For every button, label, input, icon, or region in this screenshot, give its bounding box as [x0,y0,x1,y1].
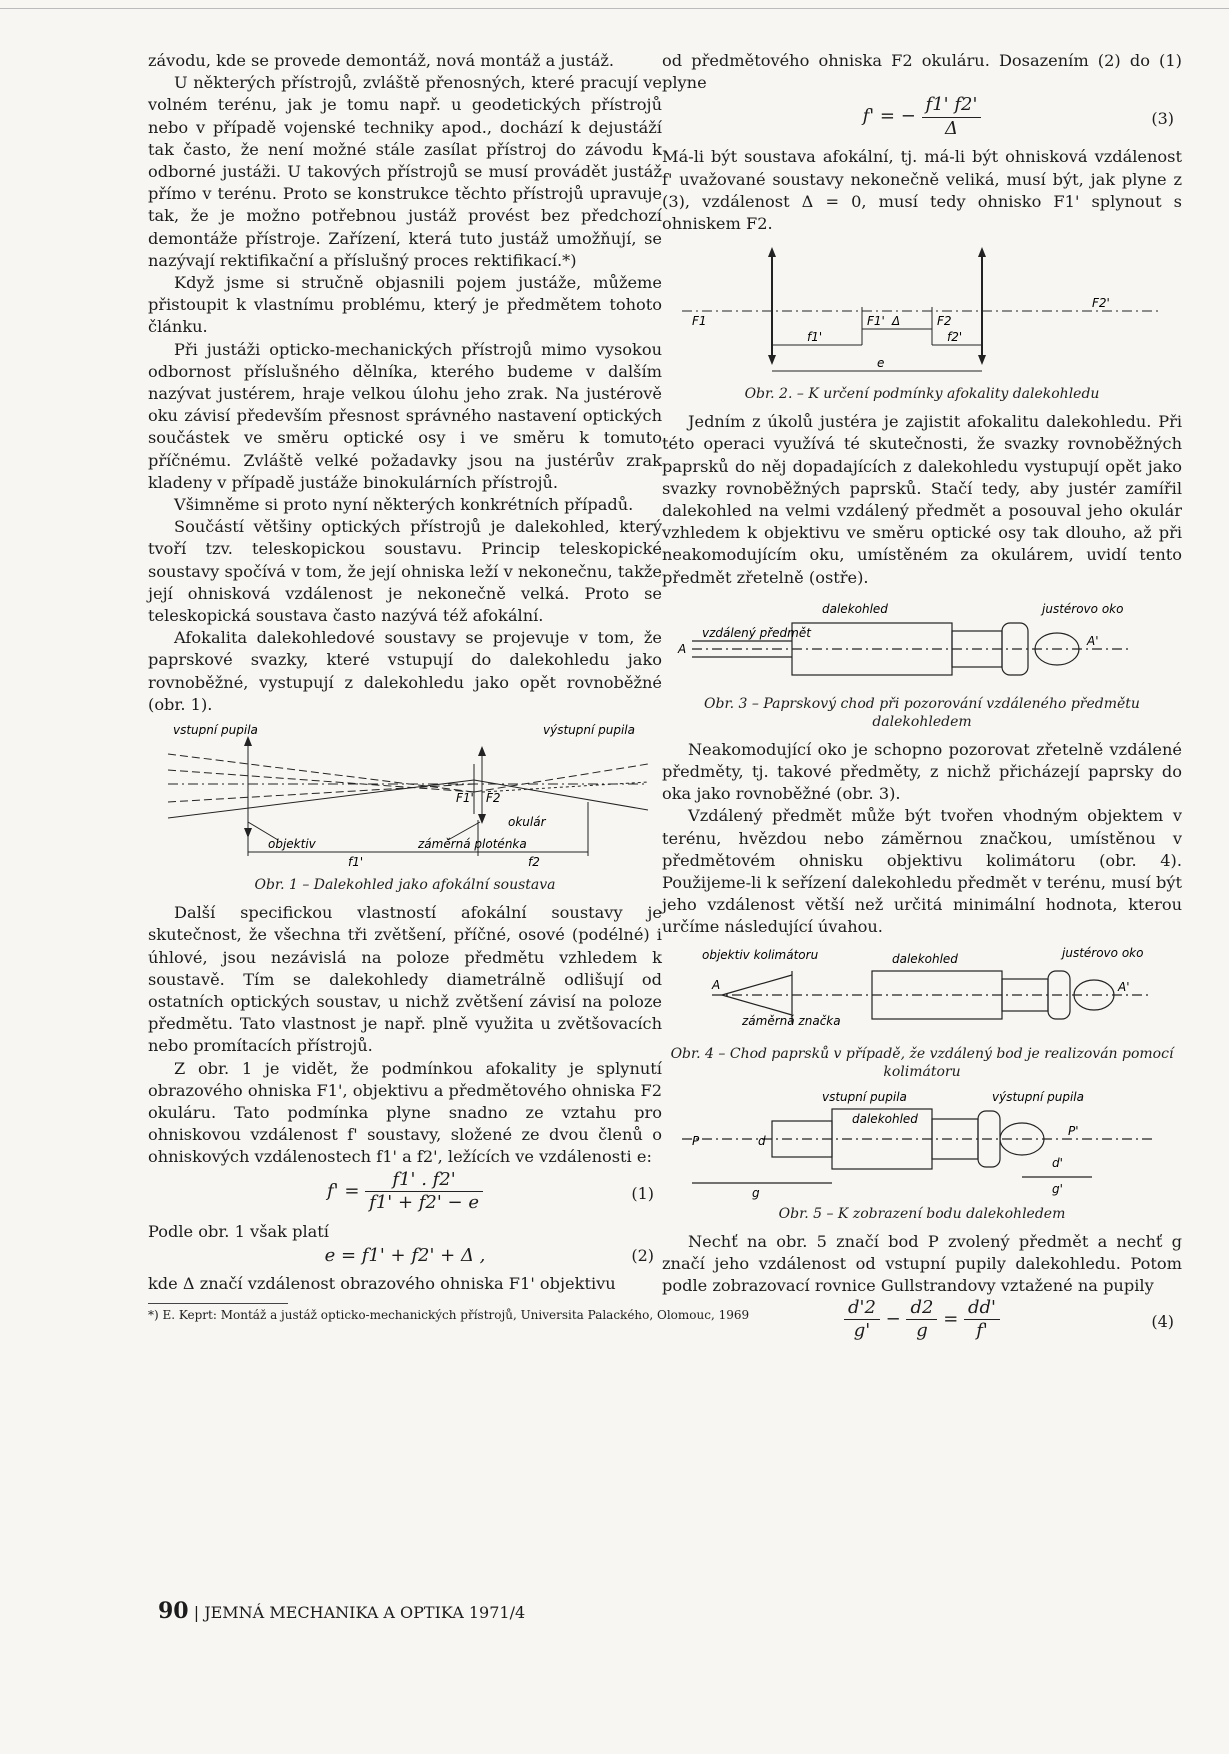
fig1-label-reticle: záměrná ploténka [418,837,527,852]
fig4-label-telescope: dalekohled [892,951,958,966]
paragraph: Při justáži opticko-mechanických přístrojů mimo vysokou odbornost příslušného dělníka, kterého budeme v dalším nazývat justérem, hraje velkou úlohu jeho zrak. Na justérově oku závisí především přesnost správného nastavení optických součástek ve směru optické osy i ve směru k tomuto příčnému. Zvláště velké požadavky jsou na justérův zrak kladeny v případě justáže binokulárních přístrojů. [148,339,662,492]
top-rule [0,8,1229,9]
page-footer [158,1598,525,1624]
right-column [662,50,1182,1349]
eq1-fraction [365,1169,483,1214]
equation-4 [662,1297,1182,1349]
journal-name: JEMNÁ MECHANIKA A OPTIKA 1971/4 [204,1603,526,1622]
fig2-label-f2p: f2' [947,330,963,345]
paragraph: Když jsme si stručně objasnili pojem justáže, můžeme přistoupit k vlastnímu problému, který je předmětem tohoto článku. [148,273,662,337]
figure-4 [662,945,1182,1081]
fig3-label-Ap: A' [1087,633,1099,648]
fig1-label-F2: F2 [486,791,501,806]
fig5-label-d: d [758,1133,766,1148]
paragraph: Jedním z úkolů justéra je zajistit afokalitu dalekohledu. Při této operaci využívá té skutečnosti, že svazky rovnoběžných paprsků do něj dopadajících z dalekohledu vystupují opět jako svazky rovnoběžných paprsků. Stačí tedy, aby justér zamířil dalekohled na velmi vzdálený předmět a posouval jeho okulár vzhledem k objektivu ve směru optické osy tak dlouho, až při neakomodujícím oku, umístěném za okulárem, uvidí tento předmět zřetelně (ostře). [662,412,1182,587]
eq4-term1 [844,1297,880,1342]
eq3-denominator: Δ [944,117,958,139]
figure-3-caption: Obr. 3 – Paprskový chod při pozorování vzdáleného předmětu dalekohledem [704,695,1140,730]
fig5-label-entrance-pupil: vstupní pupila [822,1089,907,1104]
figure-1-caption: Obr. 1 – Dalekohled jako afokální soustava [254,877,556,894]
figure-4-caption: Obr. 4 – Chod paprsků v případě, že vzdálený bod je realizován pomocí kolimátoru [670,1045,1174,1080]
figure-1-diagram [148,722,662,872]
equation-1 [148,1169,662,1221]
fig4-label-eye: justérovo oko [1062,945,1144,960]
eq4-t1-den: g' [853,1320,871,1342]
eq3-numerator: f1' f2' [922,94,982,117]
figure-3-diagram [662,595,1182,691]
paragraph: závodu, kde se provede demontáž, nová montáž a justáž. [148,51,615,70]
fig2-label-F2: F2 [937,314,952,329]
paragraph: od předmětového ohniska F2 okuláru. Dosazením (2) do (1) plyne [662,51,1182,93]
figure-5 [662,1089,1182,1223]
figure-3 [662,595,1182,731]
fig2-label-f1p: f1' [807,330,823,345]
paragraph: Součástí většiny optických přístrojů je dalekohled, který tvoří tzv. teleskopickou soustavu. Princip teleskopické soustavy spočívá v tom, že její ohniska leží v nekonečnu, takže její ohnisková vzdálenost je nekonečně velká. Proto se teleskopická soustava často nazývá též afokální. [148,517,662,626]
equation-3 [662,94,1182,146]
fig5-label-g: g [752,1185,760,1200]
paragraph: Další specifickou vlastností afokální soustavy je skutečnost, že všechna tři zvětšení, příčné, osové (podélné) i úhlové, jsou nezávislá na poloze předmětu vzhledem k soustavě. Tím se dalekohledy diametrálně odlišují od ostatních optických soustav, u nichž zvětšení závisí na poloze předmětu. Tato vlastnost je např. plně využita u zvětšovacích nebo promítacích přístrojů. [148,903,662,1056]
fig2-label-F2p: F2' [1092,296,1110,311]
fig1-label-eyepiece: okulár [508,815,546,830]
eq4-t1-num: d'2 [844,1297,880,1320]
eq1-numerator: f1' . f2' [365,1169,483,1192]
figure-4-diagram [662,945,1182,1041]
equation-2 [148,1243,662,1273]
eq1-number: (1) [631,1183,654,1203]
figure-2-diagram [662,241,1182,381]
eq3-fraction [922,94,982,139]
figure-5-diagram [662,1089,1182,1201]
paragraph: Má-li být soustava afokální, tj. má-li být ohnisková vzdálenost f' uvažované soustavy nekonečně veliká, musí být, jak plyne z (3), vzdálenost Δ = 0, musí tedy ohnisko F1' splynout s ohniskem F2. [662,147,1182,234]
figure-5-caption: Obr. 5 – K zobrazení bodu dalekohledem [778,1205,1066,1222]
eq4-number: (4) [1151,1312,1174,1332]
footnote: *) E. Keprt: Montáž a justáž opticko-mechanických přístrojů, Universita Palackého, Olomouc, 1969 [148,1303,288,1323]
fig2-label-F1p: F1' [867,314,885,329]
fig5-label-exit-pupil: výstupní pupila [992,1089,1084,1104]
fig3-label-far-object: vzdálený předmět [702,625,811,640]
paragraph: Všimněme si proto nyní některých konkrétních případů. [174,495,634,515]
eq4-term2 [906,1297,937,1342]
eq3-number: (3) [1151,109,1174,129]
paragraph: Afokalita dalekohledové soustavy se projevuje v tom, že paprskové svazky, které vstupují do dalekohledu jako rovnoběžné, vystupují z dalekohledu jako opět rovnoběžné (obr. 1). [148,628,662,714]
paragraph: Z obr. 1 je vidět, že podmínkou afokality je splynutí obrazového ohniska F1', objektivu a předmětového ohniska F2 okuláru. Tato podmínka plyne snadno ze vztahu pro ohniskovou vzdálenost f' soustavy, složené ze dvou členů o ohniskových vzdálenostech f1' a f2', ležících ve vzdálenosti e: [148,1058,662,1167]
eq4-term3 [964,1297,1000,1342]
eq4-t3-num: dd' [964,1297,1000,1320]
eq1-denominator: f1' + f2' − e [369,1191,479,1213]
paragraph: Podle obr. 1 však platí [148,1221,329,1241]
paragraph: U některých přístrojů, zvláště přenosných, které pracují ve volném terénu, jak je tomu např. u geodetických přístrojů nebo v případě vojenské techniky apod., dochází k dejustáží tak často, že není možné stále zasílat přístroj do závodu k odborné justáži. U takových přístrojů se musí provádět justáž přímo v terénu. Proto se konstrukce těchto přístrojů upravuje tak, že je možno potřebnou justáž provést bez předchozí demontáže přístroje. Zařízení, která tuto justáž umožňují, se nazývají rektifikační a příslušný proces rektifikací.*) [148,73,662,270]
fig5-label-P: P [692,1133,700,1148]
eq4-t2-den: g [916,1320,928,1342]
eq4-equals: = [943,1308,964,1330]
fig1-label-exit-pupil: výstupní pupila [543,723,635,738]
eq4-t2-num: d2 [906,1297,937,1320]
fig1-label-f1p: f1' [348,855,364,870]
fig3-label-telescope: dalekohled [822,601,888,616]
page-number: 90 [158,1598,189,1624]
eq2-number: (2) [631,1245,654,1265]
paragraph: Nechť na obr. 5 značí bod P zvolený předmět a nechť g značí jeho vzdálenost od vstupní pupily dalekohledu. Potom podle zobrazovací rovnice Gullstrandovy vztažené na pupily [662,1231,1182,1296]
eq4-t3-den: f' [976,1320,988,1342]
eq3-lhs: f' = − [862,106,916,128]
fig5-label-Pp: P' [1068,1123,1079,1138]
fig4-label-target: záměrná značka [742,1013,841,1028]
fig2-label-e: e [877,356,885,371]
fig4-label-A: A [712,977,721,992]
fig5-label-dp: d' [1052,1155,1063,1170]
left-column [148,50,750,1323]
fig5-label-gp: g' [1052,1181,1063,1196]
figure-1 [148,722,662,894]
eq4-minus: − [885,1308,907,1330]
paragraph: Vzdálený předmět může být tvořen vhodným objektem v terénu, hvězdou nebo záměrnou značkou, umístěnou v předmětovém ohnisku objektivu kolimátoru (obr. 4). Použijeme-li k seřízení dalekohledu předmět v terénu, musí být jeho vzdálenost větší než určitá minimální hodnota, kterou určíme následující úvahou. [662,806,1182,937]
paragraph: kde Δ značí vzdálenost obrazového ohniska F1' objektivu [148,1273,616,1293]
fig2-label-F1: F1 [692,314,707,329]
fig1-label-f2: f2 [528,855,540,870]
eq2-body: e = f1' + f2' + Δ , [324,1244,486,1266]
fig1-label-entrance-pupil: vstupní pupila [173,723,258,738]
fig1-label-objective: objektiv [268,837,316,852]
fig4-label-Ap: A' [1118,979,1130,994]
fig1-label-F1p: F1' [456,791,474,806]
fig3-label-A: A [678,641,687,656]
footer-divider: | [193,1603,205,1622]
fig3-label-eye: justérovo oko [1042,601,1124,616]
eq1-lhs: f' = [327,1180,360,1202]
fig2-label-delta: Δ [892,314,901,329]
fig4-label-collimator: objektiv kolimátoru [702,947,819,962]
fig5-label-telescope: dalekohled [852,1111,918,1126]
figure-2 [662,241,1182,403]
paragraph: Neakomodující oko je schopno pozorovat zřetelně vzdálené předměty, tj. takové předměty, z nichž přicházejí paprsky do oka jako rovnoběžné (obr. 3). [662,739,1182,804]
figure-2-caption: Obr. 2. – K určení podmínky afokality dalekohledu [744,386,1100,403]
